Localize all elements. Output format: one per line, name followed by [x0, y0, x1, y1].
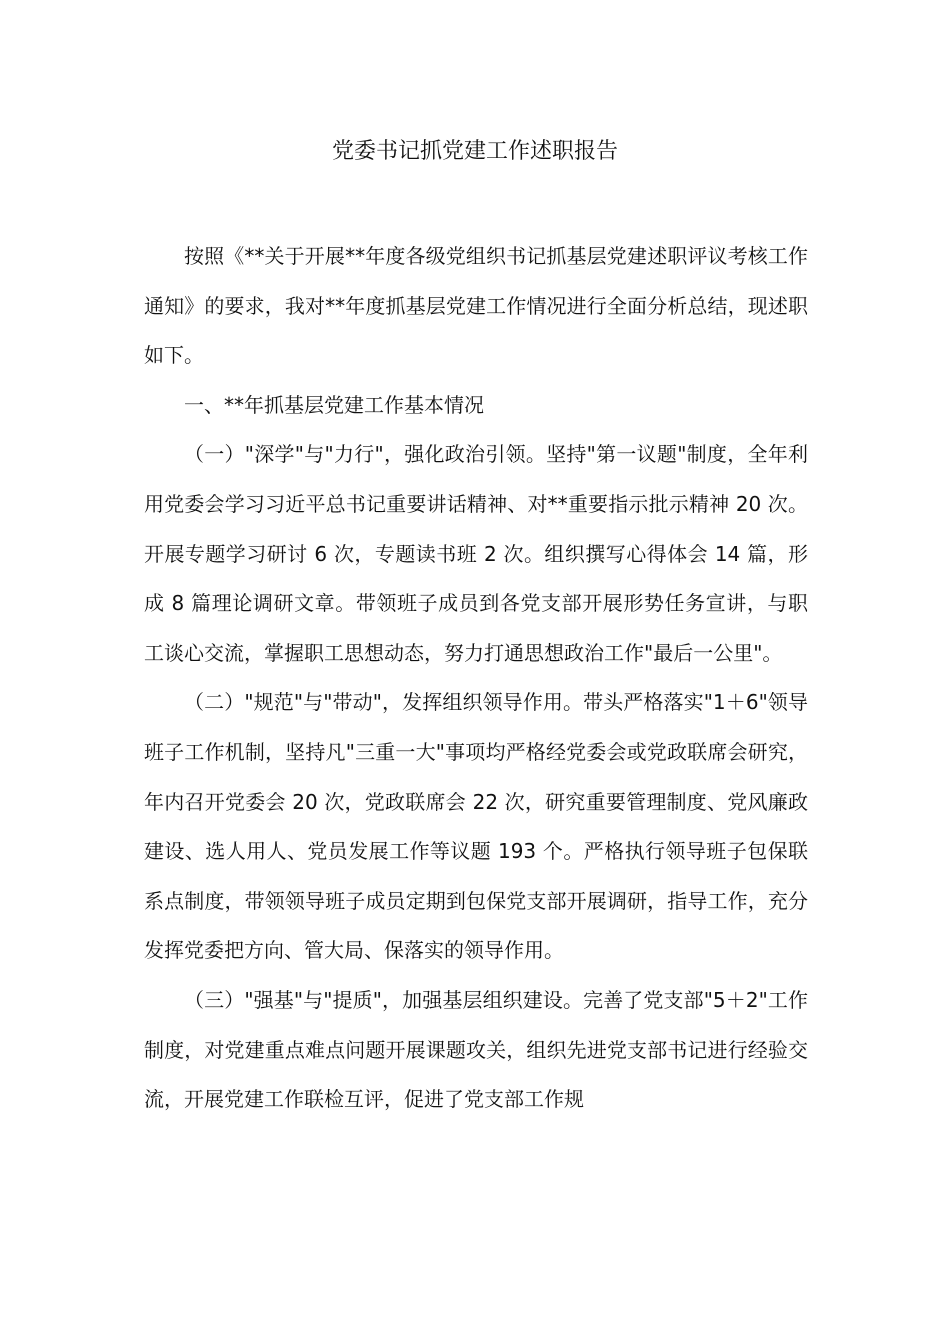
paragraph-section-1-3: （三）"强基"与"提质"，加强基层组织建设。完善了党支部"5＋2"工作制度，对党建重点难点问题开展课题攻关，组织先进党支部书记进行经验交流，开展党建工作联检互评，促进了党支部工作规: [144, 987, 808, 1112]
paragraph-section-1-1: （一）"深学"与"力行"，强化政治引领。坚持"第一议题"制度，全年利用党委会学习习近平总书记重要讲话精神、对**重要指示批示精神 20 次。开展专题学习研讨 6 次，专题读书班 2 次。组织撰写心得体会 14 篇，形成 8 篇理论调研文章。带领班子成员到各党支部开展形势任务宣讲，与职工谈心交流，掌握职工思想动态，努力打通思想政治工作"最后一公里"。: [144, 442, 808, 665]
paragraph-section-1-2: （二）"规范"与"带动"，发挥组织领导作用。带头严格落实"1＋6"领导班子工作机制，坚持凡"三重一大"事项均严格经党委会或党政联席会研究，年内召开党委会 20 次，党政联席会 22 次，研究重要管理制度、党风廉政建设、选人用人、党员发展工作等议题 193 个。严格执行领导班子包保联系点制度，带领领导班子成员定期到包保党支部开展调研，指导工作，充分发挥党委把方向、管大局、保落实的领导作用。: [144, 690, 808, 963]
document-body: [144, 232, 808, 1125]
document-title: 党委书记抓党建工作述职报告: [331, 139, 618, 164]
paragraph-intro: 按照《**关于开展**年度各级党组织书记抓基层党建述职评议考核工作通知》的要求，我对**年度抓基层党建工作情况进行全面分析总结，现述职如下。: [144, 244, 808, 368]
section-heading-1: 一、**年抓基层党建工作基本情况: [184, 392, 484, 417]
